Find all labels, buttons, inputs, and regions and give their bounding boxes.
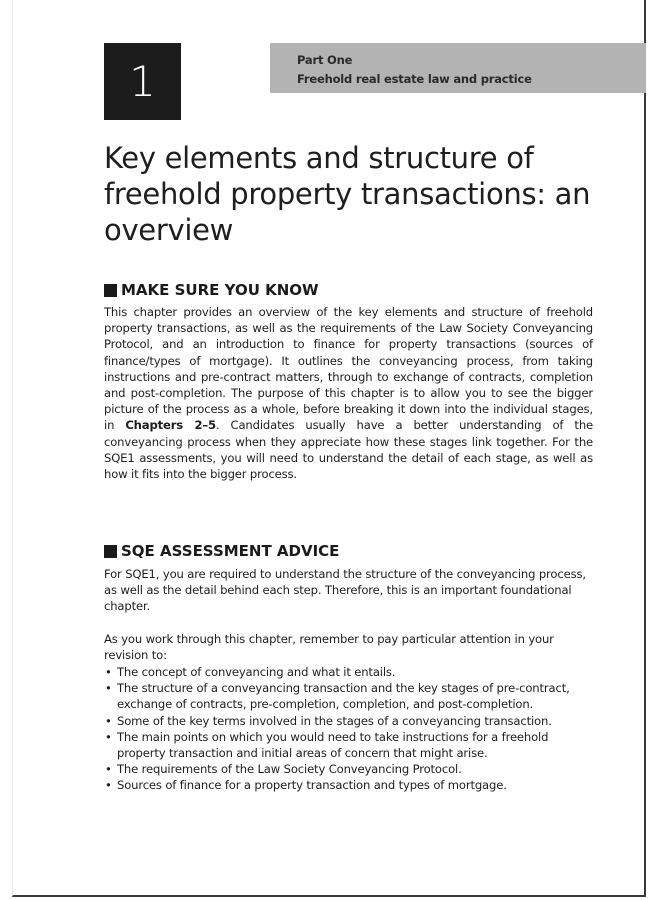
bullet-icon: • (105, 681, 112, 696)
sqe-advice-paragraph-2: As you work through this chapter, remember to pay particular attention in your revision to: (104, 632, 554, 663)
bullet-icon: • (105, 729, 112, 744)
sqe-advice-paragraph-1: For SQE1, you are required to understand the structure of the conveyancing process, as well as the detail behind each step. Therefore, this is an important foundational chapter. (104, 567, 586, 614)
make-sure-you-know-heading-text: MAKE SURE YOU KNOW (121, 281, 319, 299)
paragraph-text: . Candidates usually have a better understanding of the conveyancing process when they appreciate how these stages link together. For the SQE1 assessments, you will need to understand the detail of each stage, as well as how it fits into the bigger process. (104, 418, 594, 482)
bullet-item (104, 777, 596, 793)
square-bullet-icon (104, 284, 117, 297)
make-sure-you-know-paragraph (104, 304, 593, 482)
bullet-text: The main points on which you would need to take instructions for a freehold property transaction and initial areas of concern that might arise. (117, 729, 549, 761)
bullet-item (104, 713, 596, 729)
bullet-icon: • (105, 665, 112, 679)
part-label: Part One (297, 53, 353, 67)
chapter-number: 1 (129, 57, 156, 106)
square-bullet-icon (104, 545, 117, 558)
bullet-text: The concept of conveyancing and what it entails. (117, 665, 396, 679)
bullet-text: Sources of finance for a property transaction and types of mortgage. (117, 778, 507, 793)
revision-bullet-list (104, 664, 596, 794)
bullet-text: The requirements of the Law Society Conveyancing Protocol. (117, 762, 462, 777)
bullet-item (104, 680, 596, 712)
bullet-icon: • (105, 762, 112, 777)
make-sure-you-know-heading (104, 281, 319, 299)
bullet-icon: • (105, 778, 112, 793)
chapter-number-box (104, 43, 181, 120)
chapters-reference: Chapters 2–5 (125, 418, 216, 433)
sqe-assessment-advice-heading-text: SQE ASSESSMENT ADVICE (121, 542, 340, 560)
bullet-item (104, 729, 596, 761)
bullet-text: The structure of a conveyancing transaction and the key stages of pre-contract, exchange of contracts, pre-completion, completion, and post-completion. (117, 681, 570, 712)
paragraph-text: This chapter provides an overview of the key elements and structure of freehold property transactions, as well as the requirements of the Law Society Conveyancing Protocol, and an introduction to finance for property transactions (sources of finance/types of mortgage). It outlines the conveyancing process, from taking instructions and pre-contract matters, through to exchange of contracts, completion and post-completion. The purpose of this chapter is to allow you to see the bigger picture of the process as a whole, before breaking it down into the individual stages, in (104, 305, 593, 433)
bullet-icon: • (105, 713, 112, 728)
part-banner (270, 43, 646, 93)
sqe-assessment-advice-heading (104, 542, 339, 560)
bullet-item (104, 761, 596, 777)
chapter-title: Key elements and structure of freehold property transactions: an overview (104, 141, 591, 247)
bullet-item (104, 664, 596, 680)
bullet-text: Some of the key terms involved in the stages of a conveyancing transaction. (117, 713, 552, 728)
part-title: Freehold real estate law and practice (297, 72, 532, 86)
